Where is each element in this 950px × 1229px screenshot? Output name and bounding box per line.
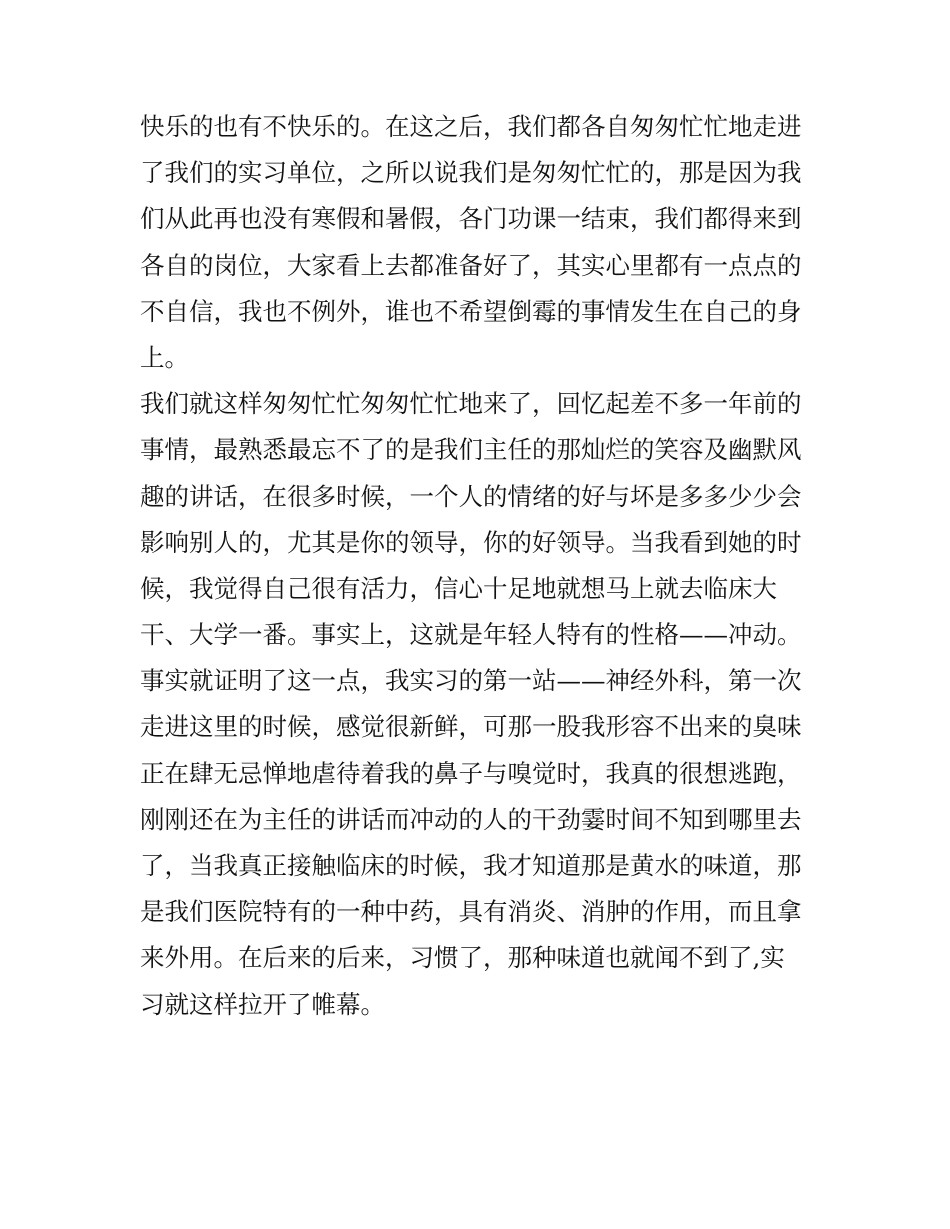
text-line: 走进这里的时候，感觉很新鲜，可那一股我形容不出来的臭味 — [140, 712, 802, 742]
text-line: 习就这样拉开了帷幕。 — [140, 989, 385, 1019]
text-line: 候，我觉得自己很有活力，信心十足地就想马上就去临床大 — [140, 573, 777, 603]
text-line: 来外用。在后来的后来，习惯了，那种味道也就闻不到了,实 — [140, 943, 785, 973]
text-line: 正在肆无忌惮地虐待着我的鼻子与嗅觉时，我真的很想逃跑， — [140, 758, 802, 788]
text-line: 是我们医院特有的一种中药，具有消炎、消肿的作用，而且拿 — [140, 897, 802, 927]
text-line: 各自的岗位，大家看上去都准备好了，其实心里都有一点点的 — [140, 250, 802, 280]
text-line: 事情，最熟悉最忘不了的是我们主任的那灿烂的笑容及幽默风 — [140, 435, 802, 465]
text-line: 快乐的也有不快乐的。在这之后，我们都各自匆匆忙忙地走进 — [140, 112, 802, 141]
text-line: 趣的讲话，在很多时候，一个人的情绪的好与坏是多多少少会 — [140, 481, 802, 511]
document-text-body — [140, 104, 830, 1028]
text-line: 影响别人的，尤其是你的领导，你的好领导。当我看到她的时 — [140, 527, 802, 557]
text-line: 了，当我真正接触临床的时候，我才知道那是黄水的味道，那 — [140, 851, 802, 880]
text-line: 事实就证明了这一点，我实习的第一站——神经外科，第一次 — [140, 666, 802, 696]
text-line: 干、大学一番。事实上，这就是年轻人特有的性格——冲动。 — [140, 620, 802, 650]
text-line: 我们就这样匆匆忙忙匆匆忙忙地来了，回忆起差不多一年前的 — [140, 389, 802, 419]
text-line: 上。 — [140, 342, 189, 372]
text-line: 刚刚还在为主任的讲话而冲动的人的干劲霎时间不知到哪里去 — [140, 804, 802, 834]
text-line: 不自信，我也不例外，谁也不希望倒霉的事情发生在自己的身 — [140, 296, 802, 326]
text-line: 了我们的实习单位，之所以说我们是匆匆忙忙的，那是因为我 — [140, 158, 802, 188]
text-line: 们从此再也没有寒假和暑假，各门功课一结束，我们都得来到 — [140, 204, 802, 234]
